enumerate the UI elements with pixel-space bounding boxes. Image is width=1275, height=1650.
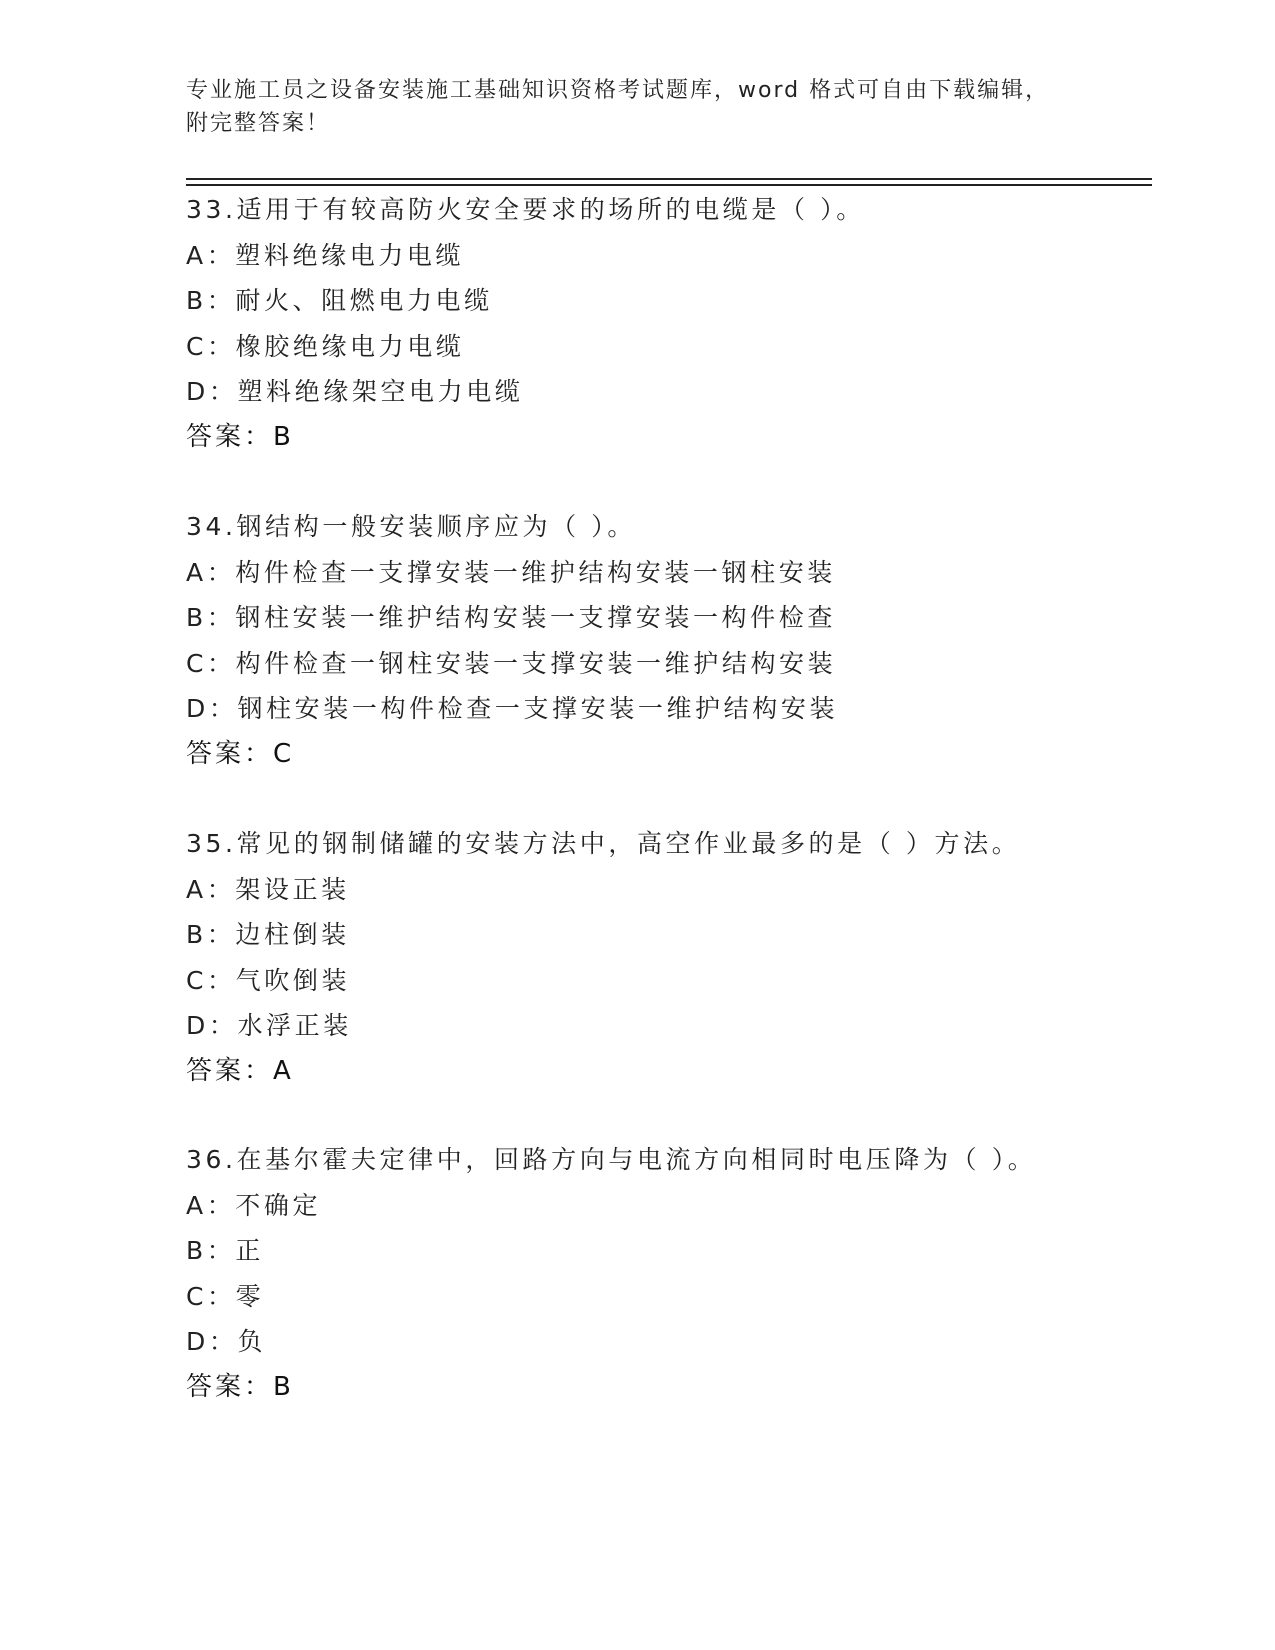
- option-a: A：塑料绝缘电力电缆: [186, 240, 465, 270]
- answer-label: 答案：: [186, 738, 274, 769]
- option-d: D：负: [186, 1327, 267, 1357]
- header-divider-top: [186, 178, 1152, 180]
- option-d: D：钢柱安装一构件检查一支撑安装一维护结构安装: [186, 694, 839, 724]
- option-c: C：橡胶绝缘电力电缆: [186, 331, 465, 361]
- option-d: D：水浮正装: [186, 1011, 352, 1041]
- answer-line: [186, 415, 1146, 461]
- option-a: A：构件检查一支撑安装一维护结构安装一钢柱安装: [186, 557, 836, 587]
- answer-label: 答案：: [186, 1371, 274, 1402]
- answer-value: A: [273, 1055, 292, 1086]
- option-b: B：耐火、阻燃电力电缆: [186, 286, 493, 316]
- answer-label: 答案：: [186, 1055, 274, 1086]
- option-b: B：正: [186, 1236, 264, 1266]
- option-b: B：边柱倒装: [186, 920, 350, 950]
- answer-line: [186, 1049, 1146, 1095]
- option-b: B：钢柱安装一维护结构安装一支撑安装一构件检查: [186, 603, 836, 633]
- question-stem: 35.常见的钢制储罐的安装方法中，高空作业最多的是（ ）方法。: [186, 829, 1021, 858]
- question-stem: 36.在基尔霍夫定律中，回路方向与电流方向相同时电压降为（ ）。: [186, 1145, 1037, 1174]
- document-header: [186, 74, 1086, 140]
- answer-line: [186, 1365, 1146, 1411]
- question-36: [186, 1137, 1146, 1411]
- header-line-2: 附完整答案！: [186, 111, 331, 136]
- header-line-1: 专业施工员之设备安装施工基础知识资格考试题库，word 格式可自由下载编辑，: [186, 78, 1050, 103]
- question-stem: 33.适用于有较高防火安全要求的场所的电缆是（ ）。: [186, 195, 865, 224]
- option-a: A：架设正装: [186, 874, 350, 904]
- answer-value: B: [273, 421, 292, 452]
- option-a: A：不确定: [186, 1190, 322, 1220]
- answer-label: 答案：: [186, 421, 274, 452]
- answer-value: C: [273, 738, 293, 769]
- answer-value: B: [273, 1371, 292, 1402]
- question-35: [186, 821, 1146, 1095]
- option-c: C：气吹倒装: [186, 965, 351, 995]
- question-33: [186, 187, 1146, 461]
- question-34: [186, 504, 1146, 778]
- header-divider-bottom: [186, 184, 1152, 186]
- question-stem: 34.钢结构一般安装顺序应为（ ）。: [186, 512, 637, 541]
- option-c: C：构件检查一钢柱安装一支撑安装一维护结构安装: [186, 648, 837, 678]
- option-c: C：零: [186, 1281, 265, 1311]
- answer-line: [186, 732, 1146, 778]
- option-d: D：塑料绝缘架空电力电缆: [186, 377, 524, 407]
